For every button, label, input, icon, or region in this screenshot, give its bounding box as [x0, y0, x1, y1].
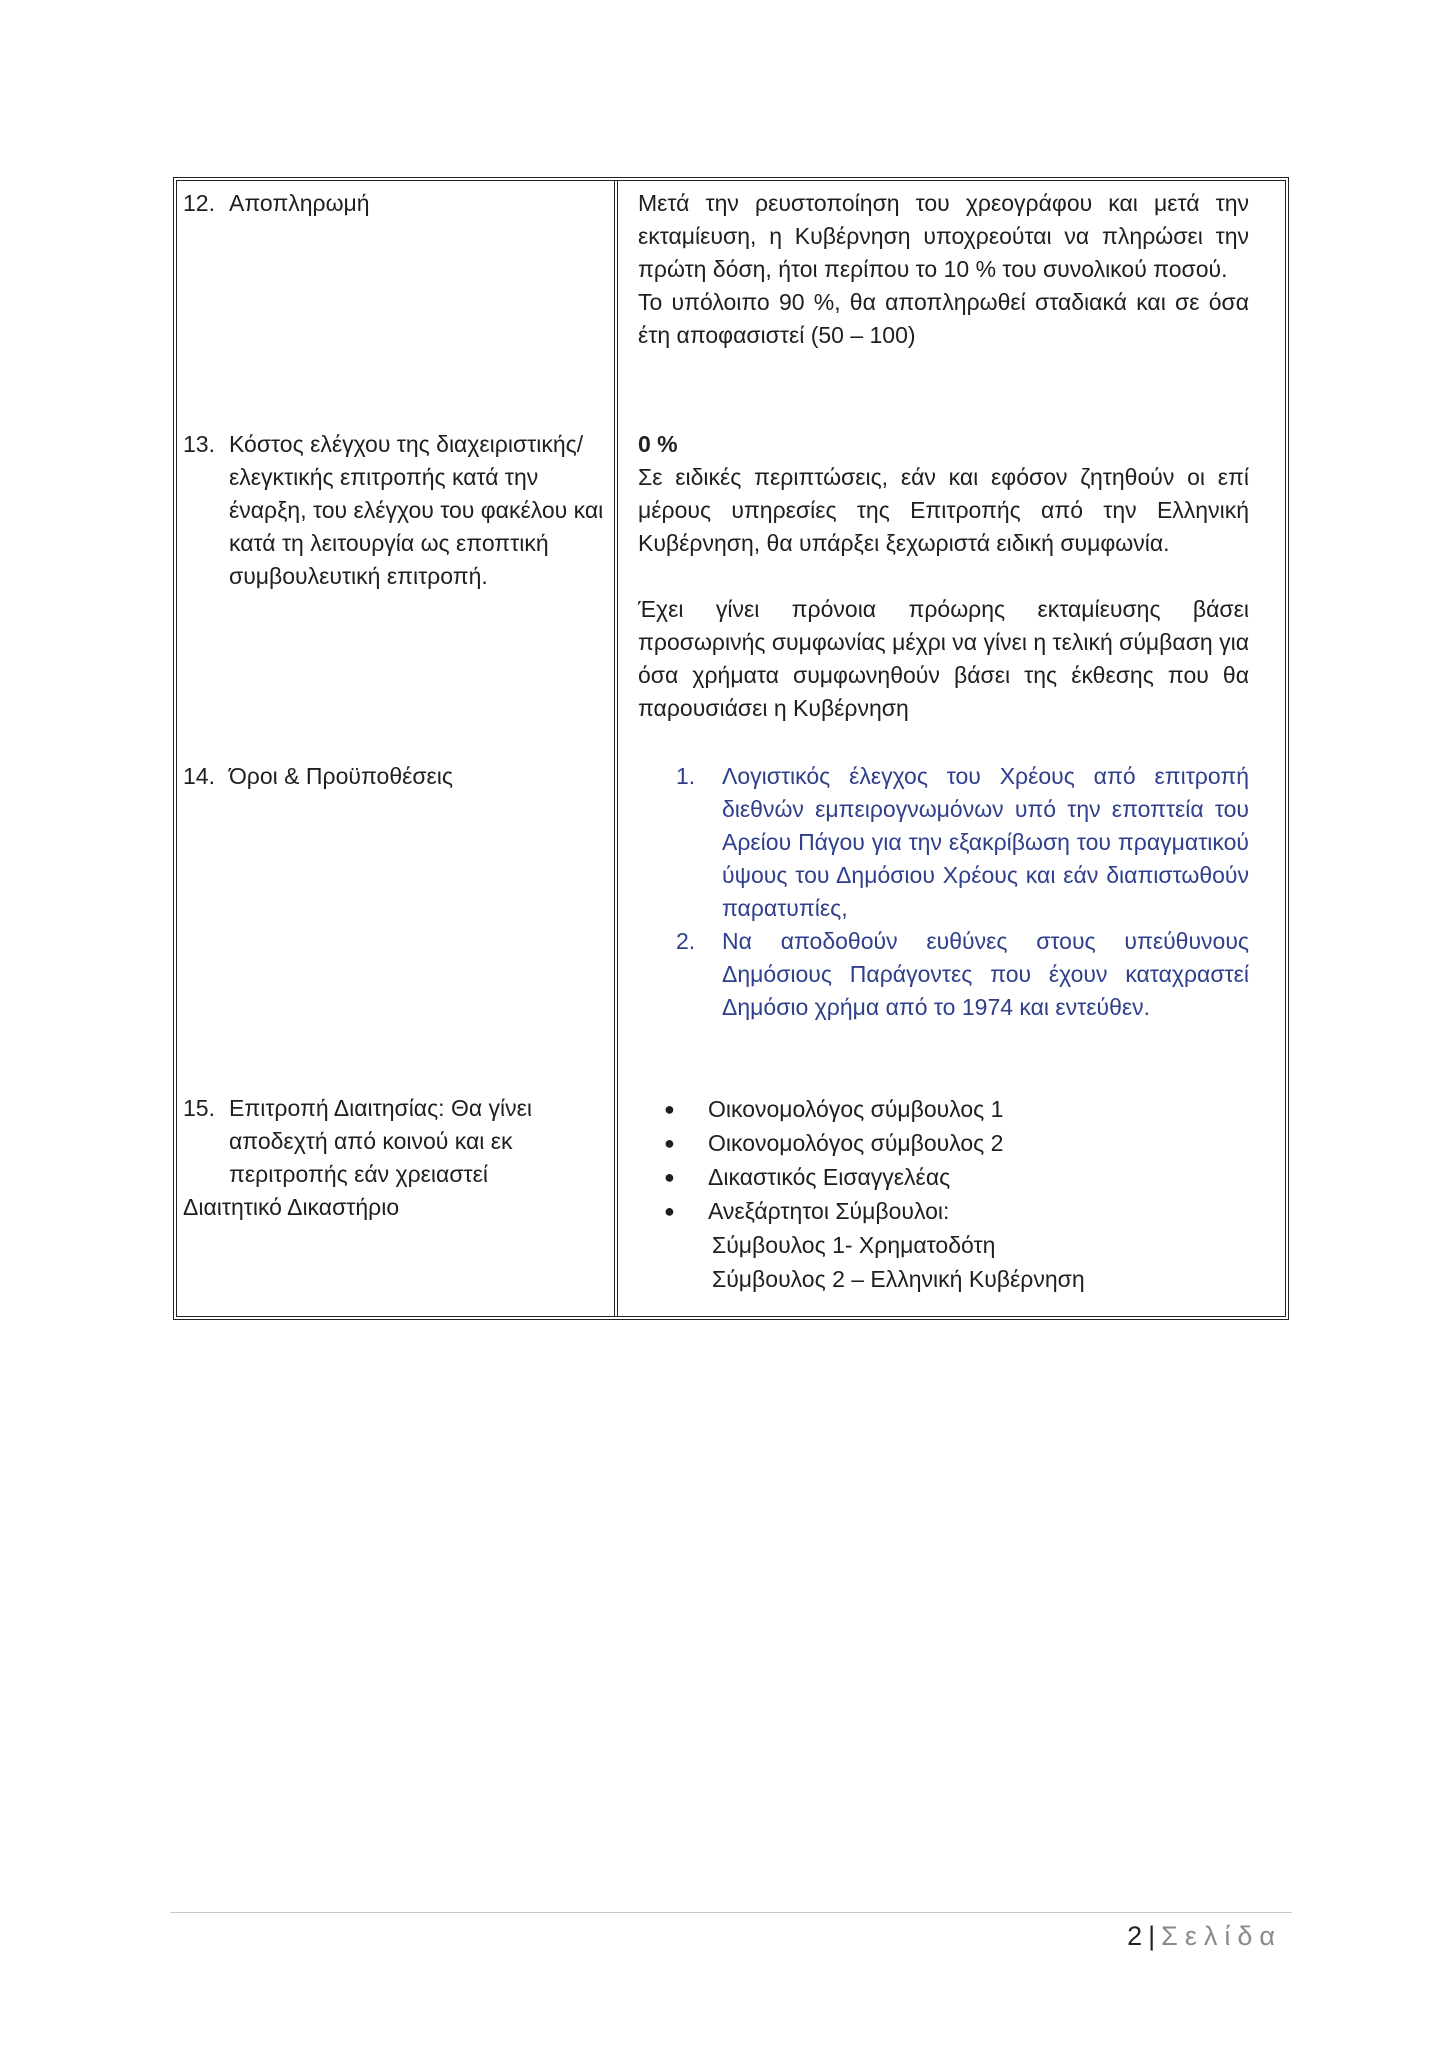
sub-item: Σύμβουλος 1- Χρηματοδότη: [712, 1232, 996, 1258]
row-12-content: [618, 181, 1285, 422]
row-label: Όροι & Προϋποθέσεις: [229, 763, 454, 789]
cost-paragraph-1: Σε ειδικές περιπτώσεις, εάν και εφόσον ζητηθούν οι επί μέρους υπηρεσίες της Επιτροπής από την Ελληνική Κυβέρνηση, θα υπάρξει ξεχωριστά ειδική συμφωνία.: [638, 464, 1249, 556]
list-item-text: Λογιστικός έλεγχος του Χρέους από επιτροπή διεθνών εμπειρογνωμόνων υπό την εποπτεία του Αρείου Πάγου για την εξακρίβωση του πραγματικού ύψους του Δημόσιου Χρέους και εάν διαπιστωθούν παρατυπίες,: [722, 763, 1249, 921]
bullet-icon: ●: [664, 1099, 675, 1119]
row-label: Κόστος ελέγχου της διαχειριστικής/ ελεγκτικής επιτροπής κατά την έναρξη, του ελέγχου του φακέλου και κατά τη λειτουργία ως εποπτική συμβουλευτική επιτροπή.: [229, 431, 604, 589]
row-14-label: [177, 754, 614, 1086]
row-number: 12.: [183, 190, 215, 216]
table-left-column: [177, 181, 618, 1316]
conditions-list: [638, 760, 1249, 1024]
list-item-number: 2.: [676, 928, 696, 954]
list-item-number: 1.: [676, 763, 696, 789]
list-item: [676, 760, 1249, 925]
arbitration-list: [638, 1092, 1249, 1296]
paragraph-gap: [638, 560, 1249, 593]
row-14-content: [618, 754, 1285, 1086]
row-label-continuation: Διαιτητικό Δικαστήριο: [183, 1194, 400, 1220]
row-label: Επιτροπή Διαιτησίας: Θα γίνει αποδεχτή από κοινού και εκ περιτροπής εάν χρειαστεί: [229, 1095, 533, 1187]
footer-divider: [170, 1912, 1292, 1913]
list-item-text: Οικονομολόγος σύμβουλος 2: [708, 1130, 1004, 1156]
repayment-paragraph-2: Το υπόλοιπο 90 %, θα αποπληρωθεί σταδιακά και σε όσα έτη αποφασιστεί (50 – 100): [638, 289, 1249, 348]
row-15-label: [177, 1086, 614, 1316]
bullet-icon: ●: [664, 1133, 675, 1153]
list-item: [664, 1194, 1249, 1228]
list-item-text: Να αποδοθούν ευθύνες στους υπεύθυνους Δημόσιους Παράγοντες που έχουν καταχραστεί Δημόσιο χρήμα από το 1974 και εντεύθεν.: [722, 928, 1249, 1020]
list-item-text: Οικονομολόγος σύμβουλος 1: [708, 1096, 1004, 1122]
row-13-label: [177, 422, 614, 754]
list-item-text: Ανεξάρτητοι Σύμβουλοι:: [708, 1198, 950, 1224]
row-13-content: [618, 422, 1285, 754]
page-footer: [1127, 1921, 1282, 1952]
sub-item: Σύμβουλος 2 – Ελληνική Κυβέρνηση: [712, 1266, 1085, 1292]
list-item: [676, 925, 1249, 1024]
page-number: 2: [1127, 1921, 1143, 1951]
cost-paragraph-2: Έχει γίνει πρόνοια πρόωρης εκταμίευσης βάσει προσωρινής συμφωνίας μέχρι να γίνει η τελική σύμβαση για όσα χρήματα συμφωνηθούν βάσει της έκθεσης που θα παρουσιάσει η Κυβέρνηση: [638, 596, 1249, 721]
bullet-icon: ●: [664, 1167, 675, 1187]
list-item: [664, 1126, 1249, 1160]
row-15-content: [618, 1086, 1285, 1316]
list-item-text: Δικαστικός Εισαγγελέας: [708, 1164, 951, 1190]
cost-heading: 0 %: [638, 431, 678, 457]
row-12-label: [177, 181, 614, 422]
bullet-icon: ●: [664, 1201, 675, 1221]
terms-table: [173, 177, 1289, 1320]
row-label: Αποπληρωμή: [229, 190, 370, 216]
list-item: [664, 1092, 1249, 1126]
footer-separator: |: [1148, 1921, 1156, 1951]
page-word: Σελίδα: [1161, 1921, 1282, 1951]
row-number: 13.: [183, 431, 215, 457]
list-item: [664, 1160, 1249, 1194]
row-number: 15.: [183, 1095, 215, 1121]
repayment-paragraph-1: Μετά την ρευστοποίηση του χρεογράφου και μετά την εκταμίευση, η Κυβέρνηση υποχρεούται να πληρώσει την πρώτη δόση, ήτοι περίπου το 10 % του συνολικού ποσού.: [638, 190, 1249, 282]
row-number: 14.: [183, 763, 215, 789]
table-right-column: [618, 181, 1285, 1316]
